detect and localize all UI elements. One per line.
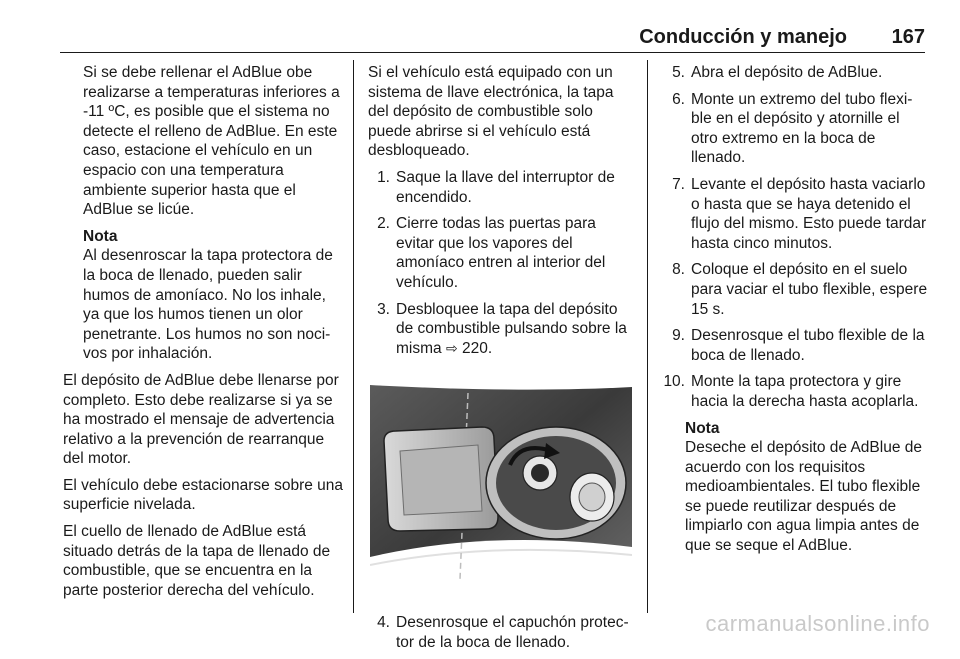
paragraph-cold-temperature: Si se debe rellenar el AdBlue obe realizarse a temperaturas inferiores a -11 ºC, es posible que el sistema no detecte el relleno de AdBlue. En este caso, estacione el vehículo en un espacio con una temperatura ambiente superior hasta que el AdBlue se licúe. [83,64,340,219]
section-title: Conducción y manejo [639,26,847,48]
watermark: carmanualsonline.info [705,611,930,636]
list-item: 9. Desenrosque el tubo flexible de la boca de llenado. [672,327,925,364]
note-text: Al desenroscar la tapa protectora de la boca de llenado, pueden salir humos de amoníaco. No los inhale, ya que los humos tienen un olor penetrante. Los humos no son noci‑ vos por inhalación. [83,247,333,363]
page-reference-arrow-icon: ⇨ [445,339,458,356]
list-item: 10. Monte la tapa protectora y gire hacia la derecha hasta acoplarla. [663,373,919,410]
steps-list-3 [665,63,930,412]
column-3 [665,63,930,563]
note-title: Nota [685,419,720,437]
column-divider-1 [353,60,354,613]
page-reference[interactable]: 220. [462,339,493,357]
note-title: Nota [83,227,118,245]
column-2 [368,63,634,659]
list-item: 2. Cierre todas las puertas para evitar que los vapores del amoníaco entren al interior del vehículo. [377,215,606,291]
fuel-door-illustration [370,379,632,591]
list-item: 7. Levante el depósito hasta vaciarlo o hasta que se haya detenido el flujo del mismo. Esto puede tardar hasta cinco minutos. [672,175,927,252]
note-block [665,419,930,556]
paragraph-fill-completely: El depósito de AdBlue debe llenarse por completo. Esto debe realizarse si ya se ha mostrado el mensaje de advertencia relativo a la prevención de rearranque del motor. [63,371,339,468]
page-number: 167 [891,26,925,48]
list-item: 8. Coloque el depósito en el suelo para vaciar el tubo flexible, espere 15 s. [672,261,928,318]
note-block [63,227,346,364]
list-item: 5. Abra el depósito de AdBlue. [672,64,883,81]
list-item: 4. Desenrosque el capuchón protec‑ tor de la boca de llenado. [377,613,629,651]
paragraph-level-surface: El vehículo debe estacionarse sobre una superficie nivelada. [63,476,344,514]
column-divider-2 [647,60,648,613]
list-item: 3. Desbloquee la tapa del depósito de combustible pulsando sobre la misma ⇨ 220. [377,300,627,357]
page-header [60,24,925,53]
steps-list-2 [368,613,634,652]
note-text: Deseche el depósito de AdBlue de acuerdo con los requisitos medioambientales. El tubo flexible se puede reutilizar después de limpiarlo con agua limpia antes de que se seque el AdBlue. [685,439,922,555]
paragraph-filler-neck-location: El cuello de llenado de AdBlue está situado detrás de la tapa de llenado de combustible, que se encuentra en la parte posterior derecha del vehículo. [63,523,331,599]
list-item: 1. Saque la llave del interruptor de encendido. [377,168,615,206]
steps-list-1 [368,168,634,358]
column-1 [63,63,346,607]
paragraph-keyless-intro: Si el vehículo está equipado con un sistema de llave electrónica, la tapa del depósito de combustible solo puede abrirse si el vehículo está desbloqueado. [368,64,614,160]
list-item: 6. Monte un extremo del tubo flexi‑ ble en el depósito y atornille el otro extremo en la boca de llenado. [672,90,913,167]
